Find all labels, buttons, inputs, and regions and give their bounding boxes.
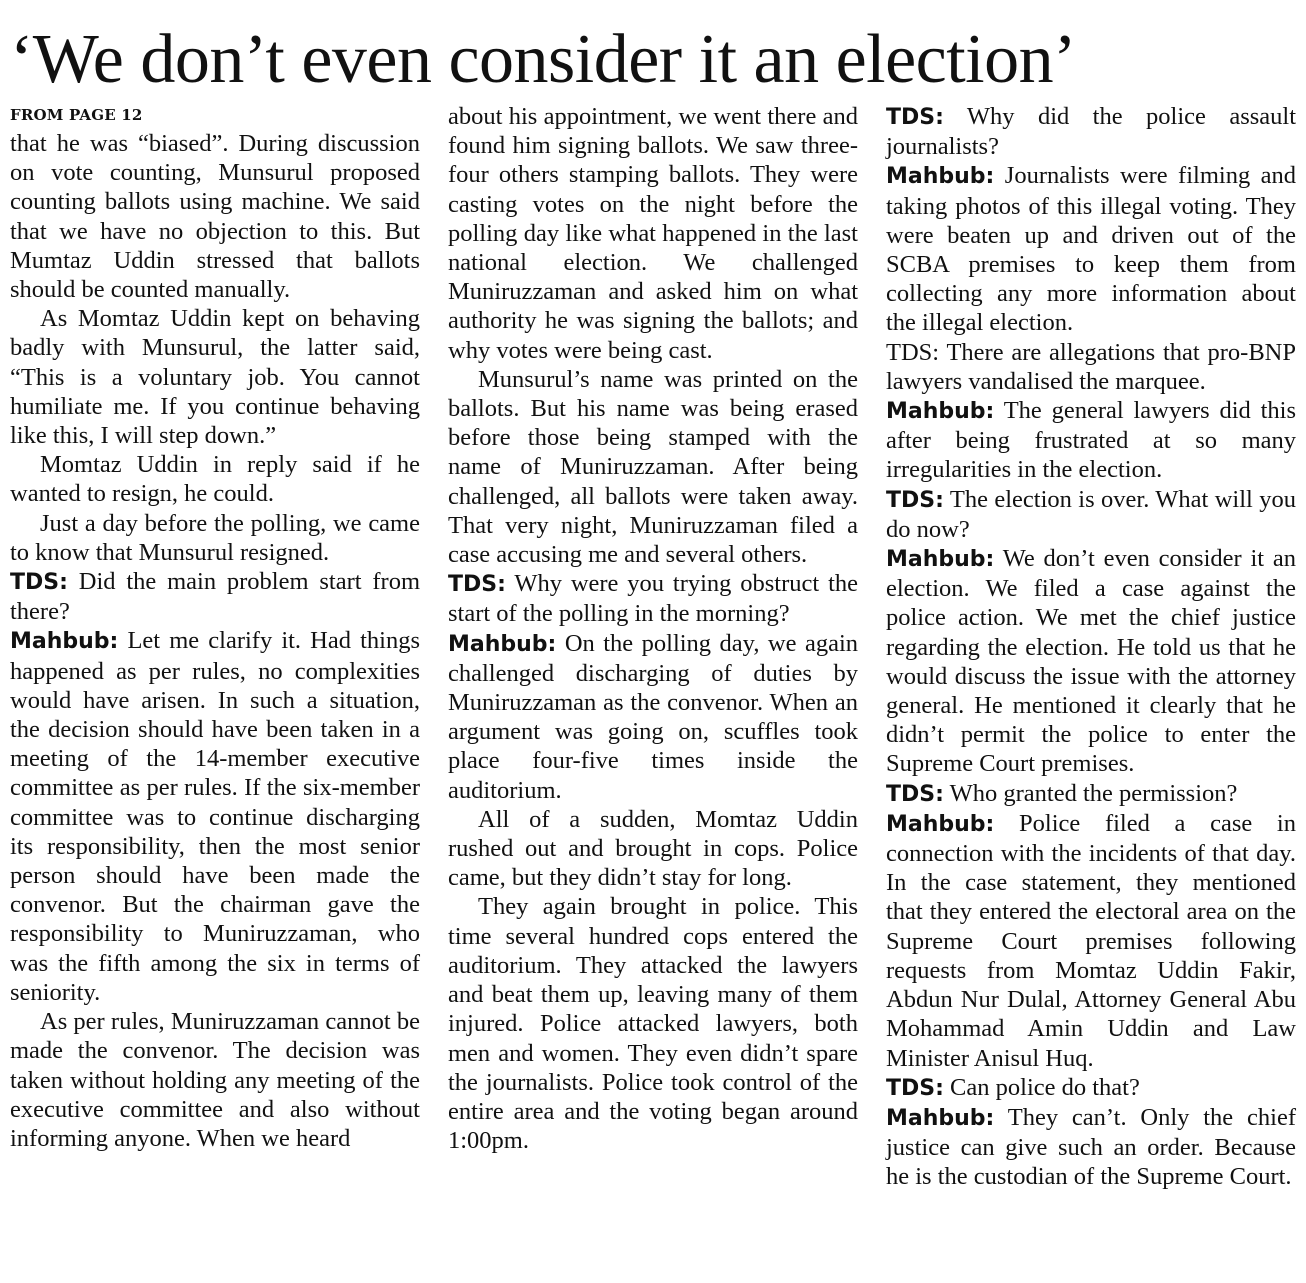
answer (886, 1103, 1296, 1192)
question (886, 485, 1296, 544)
paragraph: They again brought in police. This time several hundred cops entered the auditorium. They attacked the lawyers and beat them up, leaving many of them injured. Police attacked lawyers, both men and women. They even didn’t spare the journalists. Police took control of the entire area and the voting began around 1:00pm. (448, 893, 858, 1155)
speaker-mahbub: Mahbub: (886, 399, 995, 425)
question (886, 102, 1296, 161)
speaker-mahbub: Mahbub: (886, 1105, 995, 1131)
answer-text: Police filed a case in connection with the incidents of that day. In the case statement, they mentioned that they entered the electoral area on the Supreme Court premises following requests from Momtaz Uddin Fakir, Abdun Nur Dulal, Attorney General Abu Mohammad Amin Uddin and Law Minister Anisul Huq. (886, 809, 1296, 1072)
column-3 (886, 102, 1296, 1192)
speaker-tds: TDS: (886, 487, 944, 513)
answer (886, 161, 1296, 337)
paragraph: that he was “biased”. During discussion on vote counting, Munsurul proposed counting ballots using machine. We said that we have no objection to this. But Mumtaz Uddin stressed that ballots should be counted manually. (10, 130, 420, 304)
question-text: Why were you trying obstruct the start of the polling in the morning? (448, 570, 858, 628)
question (886, 779, 1296, 809)
speaker-mahbub: Mahbub: (886, 547, 995, 573)
answer (10, 626, 420, 1007)
paragraph: Munsurul’s name was printed on the ballots. But his name was being erased before those being stamped with the name of Muniruzzaman. After being challenged, all ballots were taken away. That very night, Muniruzzaman filed a case accusing me and several others. (448, 365, 858, 569)
speaker-tds: TDS: (886, 105, 944, 130)
speaker-tds: TDS: (886, 781, 944, 807)
answer-text: On the polling day, we again challenged discharging of duties by Muniruzzaman as the convenor. When an argument was going on, scuffles took place four-five times inside the auditorium. (448, 629, 858, 804)
answer (886, 544, 1296, 779)
speaker-tds: TDS: (886, 1075, 944, 1101)
speaker-mahbub: Mahbub: (886, 164, 995, 190)
question-text: The election is over. What will you do now? (886, 485, 1296, 543)
speaker-mahbub: Mahbub: (886, 811, 995, 837)
question-text: Why did the police assault journalists? (886, 103, 1296, 161)
question (886, 1073, 1296, 1103)
speaker-tds: TDS: (448, 572, 506, 598)
question (448, 569, 858, 628)
paragraph: Just a day before the polling, we came to know that Munsurul resigned. (10, 509, 420, 566)
paragraph: As Momtaz Uddin kept on behaving badly with Munsurul, the latter said, “This is a voluntary job. You cannot humiliate me. If you continue behaving like this, I will step down.” (10, 305, 420, 450)
speaker-mahbub: Mahbub: (448, 631, 557, 657)
paragraph: All of a sudden, Momtaz Uddin rushed out and brought in cops. Police came, but they didn’t stay for long. (448, 805, 858, 892)
answer (886, 809, 1296, 1073)
paragraph: about his appointment, we went there and found him signing ballots. We saw three-four others stamping ballots. They were casting votes on the night before the polling day like what happened in the last national election. We challenged Muniruzzaman and asked him on what authority he was signing the ballots; and why votes were being cast. (448, 103, 858, 364)
answer-text: The general lawyers did this after being frustrated at so many irregularities in the election. (886, 397, 1296, 484)
question-text: Who granted the permission? (943, 779, 1238, 807)
paragraph: As per rules, Muniruzzaman cannot be made the convenor. The decision was taken without holding any meeting of the executive committee and also without informing anyone. When we heard (10, 1008, 420, 1152)
answer (448, 629, 858, 805)
question-plain: TDS: There are allegations that pro-BNP lawyers vandalised the marquee. (886, 338, 1296, 395)
speaker-mahbub: Mahbub: (10, 629, 119, 655)
column-2 (448, 102, 858, 1155)
answer-text: They can’t. Only the chief justice can give such an order. Because he is the custodian of the Supreme Court. (886, 1103, 1296, 1191)
answer-text: We don’t even consider it an election. We filed a case against the police action. We met the chief justice regarding the election. He told us that he would discuss the issue with the attorney general. He mentioned it clearly that he didn’t permit the police to enter the Supreme Court premises. (886, 545, 1296, 778)
question (10, 567, 420, 626)
answer (886, 396, 1296, 485)
answer-text: Journalists were filming and taking photos of this illegal voting. They were beaten up and driven out of the SCBA premises to keep them from collecting any more information about the illegal election. (886, 162, 1296, 337)
column-1 (10, 102, 420, 1153)
speaker-tds: TDS: (10, 570, 68, 596)
headline: ‘We don’t even consider it an election’ (10, 21, 1076, 98)
answer-text: Let me clarify it. Had things happened as per rules, no complexities would have arisen. In such a situation, the decision should have been taken in a meeting of the 14-member executive committee as per rules. If the six-member committee was to continue discharging its responsibility, then the most senior person should have been made the convenor. But the chairman gave the responsibility to Muniruzzaman, who was the fifth among the six in terms of seniority. (10, 627, 420, 1006)
question-text: Can police do that? (943, 1073, 1140, 1101)
paragraph: Momtaz Uddin in reply said if he wanted to resign, he could. (10, 451, 420, 508)
continued-from-label: FROM PAGE 12 (10, 106, 143, 124)
question-text: Did the main problem start from there? (10, 568, 420, 626)
